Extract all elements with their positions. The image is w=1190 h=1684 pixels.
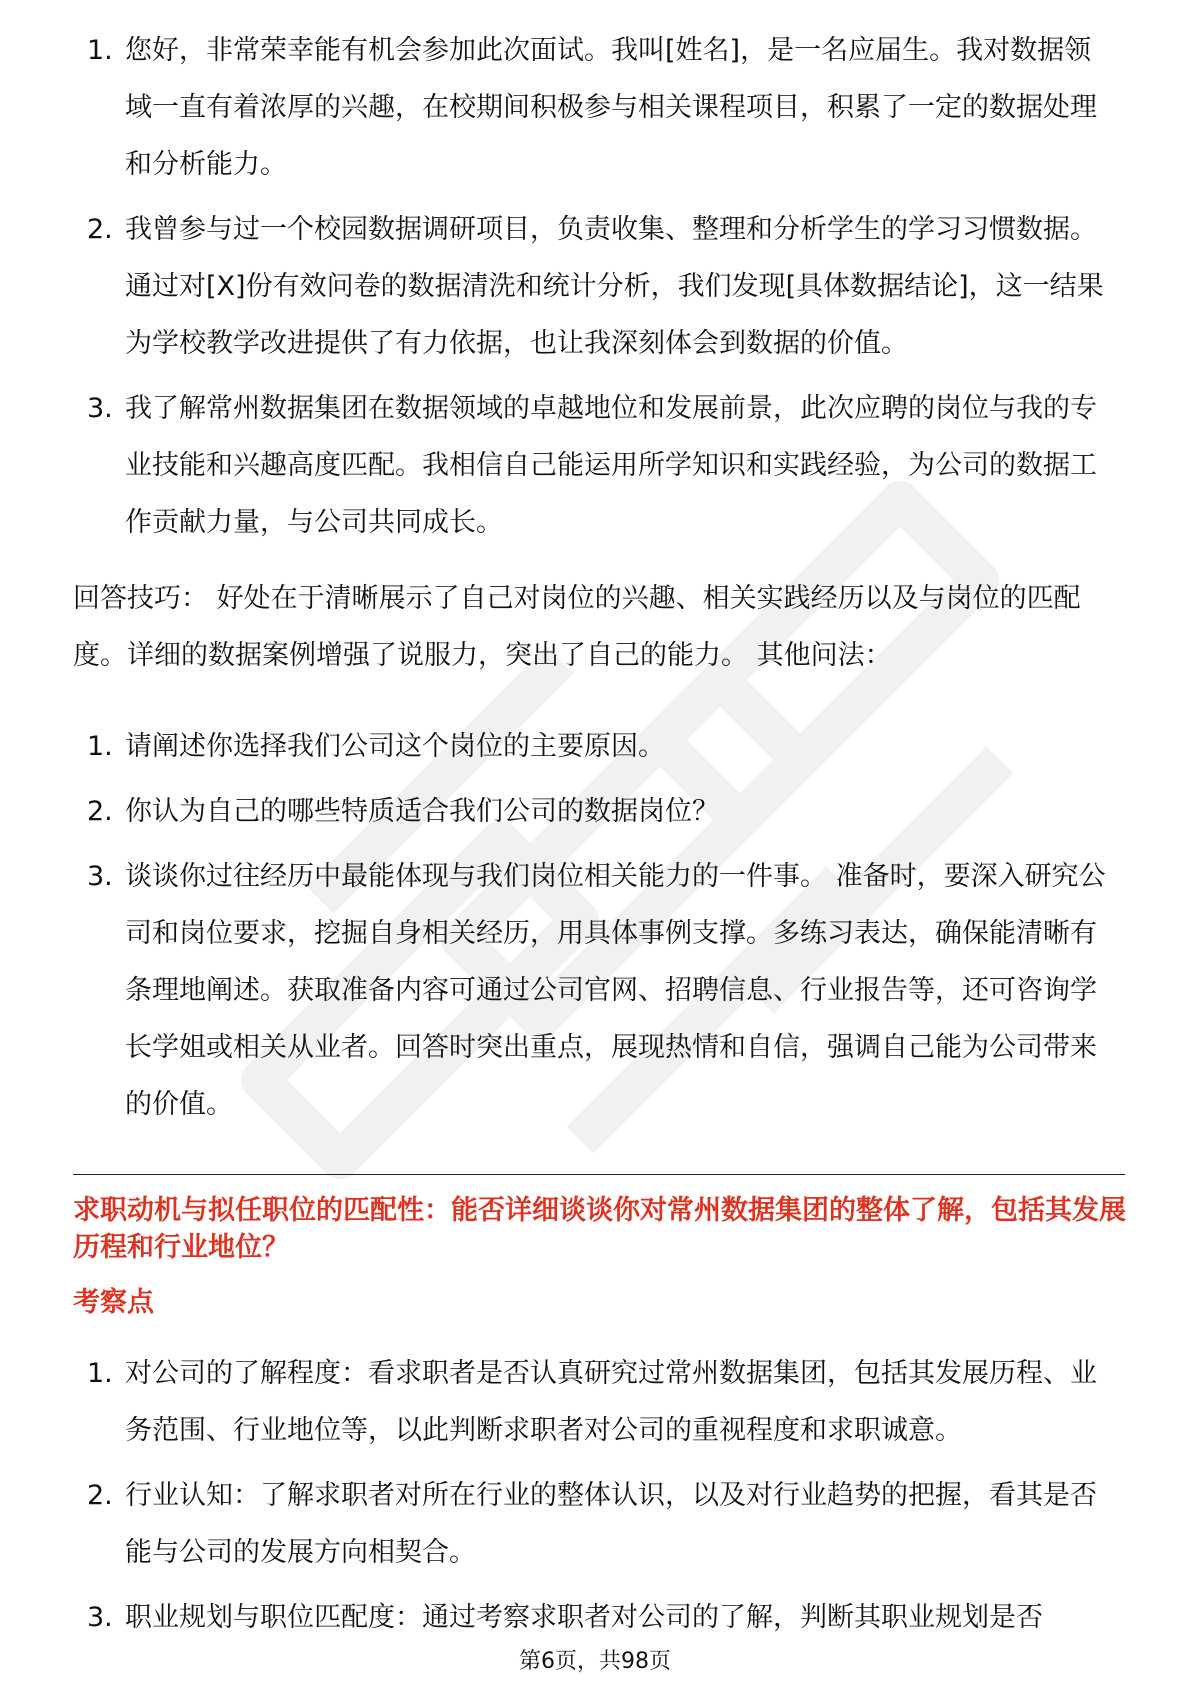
list-item [73, 201, 1113, 372]
list-number: 1. [87, 1358, 113, 1389]
list-number: 2. [87, 1480, 113, 1511]
list-item [73, 783, 1113, 840]
list-number: 3. [87, 393, 113, 424]
list-item-text: 您好，非常荣幸能有机会参加此次面试。我叫[姓名]，是一名应届生。我对数据领域一直有着浓厚的兴趣，在校期间积极参与相关课程项目，积累了一定的数据处理和分析能力。 [125, 35, 1097, 180]
list-item-text: 职业规划与职位匹配度：通过考察求职者对公司的了解，判断其职业规划是否 [125, 1602, 1043, 1633]
list-item-text: 行业认知：了解求职者对所在行业的整体认识，以及对行业趋势的把握，看其是否能与公司的发展方向相契合。 [125, 1480, 1097, 1568]
list-number: 3. [87, 1602, 113, 1633]
list-item-text: 请阐述你选择我们公司这个岗位的主要原因。 [125, 731, 665, 762]
question-title: 求职动机与拟任职位的匹配性：能否详细谈谈你对常州数据集团的整体了解，包括其发展历程和行业地位？ [73, 1195, 1126, 1263]
list-number: 2. [87, 214, 113, 245]
evaluation-points-list [73, 1345, 1113, 1654]
list-item-text: 对公司的了解程度：看求职者是否认真研究过常州数据集团，包括其发展历程、业务范围、行业地位等，以此判断求职者对公司的重视程度和求职诚意。 [125, 1358, 1097, 1446]
other-questions-list [73, 718, 1113, 1141]
list-item [73, 718, 1113, 775]
list-number: 3. [87, 861, 113, 892]
list-item [73, 1467, 1113, 1581]
list-item [73, 22, 1113, 193]
intro-answer-list [73, 22, 1113, 559]
list-number: 1. [87, 731, 113, 762]
list-item-text: 我了解常州数据集团在数据领域的卓越地位和发展前景，此次应聘的岗位与我的专业技能和兴趣高度匹配。我相信自己能运用所学知识和实践经验，为公司的数据工作贡献力量，与公司共同成长。 [125, 393, 1097, 538]
list-number: 1. [87, 35, 113, 66]
list-item [73, 380, 1113, 551]
list-number: 2. [87, 796, 113, 827]
list-item-text: 我曾参与过一个校园数据调研项目，负责收集、整理和分析学生的学习习惯数据。通过对[X]份有效问卷的数据清洗和统计分析，我们发现[具体数据结论]，这一结果为学校教学改进提供了有力依据，也让我深刻体会到数据的价值。 [125, 214, 1104, 359]
list-item [73, 1345, 1113, 1459]
section-label: 考察点 [73, 1287, 154, 1318]
list-item-text: 谈谈你过往经历中最能体现与我们岗位相关能力的一件事。 准备时，要深入研究公司和岗位要求，挖掘自身相关经历，用具体事例支撑。多练习表达，确保能清晰有条理地阐述。获取准备内容可通过公司官网、招聘信息、行业报告等，还可咨询学长学姐或相关从业者。回答时突出重点，展现热情和自信，强调自己能为公司带来的价值。 [125, 861, 1106, 1120]
page-number-footer: 第6页，共98页 [519, 1649, 671, 1674]
answer-tips-paragraph: 回答技巧： 好处在于清晰展示了自己对岗位的兴趣、相关实践经历以及与岗位的匹配度。详细的数据案例增强了说服力，突出了自己的能力。 其他问法： [73, 583, 1081, 671]
list-item [73, 848, 1113, 1133]
section-divider [73, 1174, 1125, 1175]
list-item [73, 1589, 1113, 1646]
list-item-text: 你认为自己的哪些特质适合我们公司的数据岗位？ [125, 796, 719, 827]
